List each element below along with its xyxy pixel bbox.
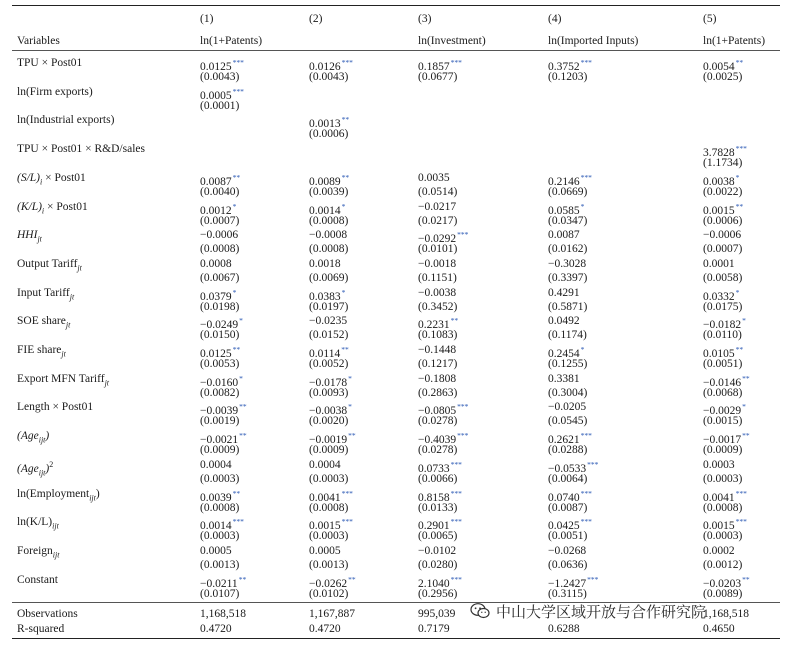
coef-value: −0.0160 (200, 376, 239, 389)
row-label: ln(Industrial exports) (17, 114, 115, 127)
col-num-2: (2) (309, 13, 323, 25)
significance-stars: ** (348, 574, 356, 584)
std-error: (0.0003) (200, 530, 240, 543)
std-error: (0.0133) (418, 501, 458, 514)
coef-value: 0.0740 (548, 491, 580, 504)
std-error: (0.0217) (418, 214, 458, 227)
coef-value: 0.0425 (548, 520, 580, 533)
coef-value: 0.0014 (309, 204, 341, 217)
row-label: $HHI_{jt}$ (17, 229, 42, 244)
row-label: SOE share$_{jt}$ (17, 315, 71, 330)
variables-header: Variables (17, 35, 60, 47)
std-error: (0.0347) (548, 214, 588, 227)
coef-value: 0.0087 (200, 175, 232, 188)
std-error: (0.1217) (418, 358, 458, 370)
coef-value: 0.0114 (309, 348, 341, 360)
significance-stars: *** (232, 58, 244, 67)
std-error: (0.3397) (548, 271, 588, 284)
std-error: (0.0278) (418, 415, 458, 428)
coef-value: −0.0039 (200, 405, 239, 418)
std-error: (0.0107) (200, 587, 240, 600)
coef-value: 0.2231 (418, 319, 450, 332)
significance-stars: * (735, 287, 740, 297)
coef-cell (418, 171, 450, 185)
std-error: (0.0001) (200, 99, 240, 112)
coef-value: 0.0039 (200, 491, 232, 504)
significance-stars: *** (587, 459, 599, 469)
coef-value: 0.0087 (548, 229, 580, 242)
coef-value: 0.0038 (703, 175, 735, 188)
significance-stars: * (742, 402, 746, 412)
coef-value: −0.0249 (200, 319, 239, 332)
std-error: (0.0198) (200, 300, 240, 313)
significance-stars: *** (457, 230, 469, 240)
coef-value: 0.0492 (548, 315, 580, 328)
coef-value: −0.0178 (309, 376, 348, 389)
coef-value: 0.0005 (200, 544, 232, 557)
std-error: (0.0013) (200, 558, 240, 571)
coef-value: 0.0125 (200, 348, 232, 360)
coef-value: 0.0379 (200, 290, 232, 303)
std-error: (0.0019) (200, 415, 240, 428)
significance-stars: ** (341, 345, 349, 354)
std-error: (0.0020) (309, 415, 349, 428)
std-error: (0.1151) (418, 271, 457, 284)
std-error: (0.0093) (309, 386, 349, 399)
std-error: (0.0043) (309, 71, 349, 83)
coef-cell (418, 544, 456, 558)
col-num-5: (5) (703, 13, 717, 25)
coef-cell (703, 544, 735, 558)
significance-stars: ** (341, 172, 350, 182)
coef-cell (548, 314, 580, 328)
coef-cell (418, 286, 456, 300)
std-error: (0.0040) (200, 185, 240, 198)
std-error: (0.0051) (703, 358, 743, 370)
coef-value: 0.0089 (309, 175, 341, 188)
significance-stars: * (348, 373, 352, 383)
significance-stars: ** (232, 345, 241, 354)
stat-value: 1,168,518 (200, 608, 246, 620)
std-error: (0.3452) (418, 300, 458, 313)
col-num-4: (4) (548, 13, 562, 25)
stat-value: 0.6288 (548, 623, 580, 635)
coef-value: −0.0235 (309, 315, 348, 328)
coef-value: −0.0008 (309, 229, 348, 242)
coef-value: −0.0006 (703, 229, 742, 242)
coef-value: 0.0004 (309, 458, 341, 471)
coef-value: −0.3028 (548, 257, 587, 270)
stat-value: 0.4650 (703, 623, 735, 635)
std-error: (0.0278) (418, 444, 458, 457)
coef-value: 0.1857 (418, 61, 450, 73)
coef-value: 0.0041 (309, 491, 341, 504)
coef-value: 0.0125 (200, 61, 232, 73)
row-label: ln(Employment$_{ijt}$) (17, 487, 100, 502)
std-error: (0.0015) (703, 415, 743, 428)
coef-value: 0.0018 (309, 257, 341, 270)
std-error: (0.0003) (703, 530, 743, 543)
std-error: (0.3004) (548, 386, 588, 399)
coef-value: −0.0019 (309, 434, 348, 447)
std-error: (0.0067) (200, 271, 240, 284)
coef-value: 0.0015 (309, 520, 341, 533)
std-error: (0.0039) (309, 185, 349, 198)
std-error: (0.0065) (418, 530, 458, 543)
coef-value: 0.0105 (703, 348, 735, 360)
significance-stars: *** (580, 431, 592, 441)
coef-value: 0.0005 (309, 544, 341, 557)
coef-cell (548, 544, 586, 558)
coef-value: −0.0102 (418, 544, 457, 557)
std-error: (0.0003) (200, 472, 240, 485)
table-bottom-rule (12, 638, 780, 639)
significance-stars: * (580, 345, 585, 354)
significance-stars: * (735, 172, 740, 182)
row-label: (Age$_{ijt}$) (17, 430, 50, 445)
significance-stars: * (742, 316, 746, 326)
significance-stars: ** (450, 316, 459, 326)
depvar-4: ln(Imported Inputs) (548, 35, 639, 47)
coef-value: −0.0805 (418, 405, 457, 418)
depvar-3: ln(Investment) (418, 35, 486, 47)
coef-cell (703, 458, 735, 472)
std-error: (0.0677) (418, 71, 458, 83)
stat-value: 1,167,887 (309, 608, 355, 620)
coef-value: 0.0003 (703, 458, 735, 471)
coef-cell (200, 544, 232, 558)
coef-value: 0.0126 (309, 61, 341, 73)
std-error: (0.0051) (548, 530, 588, 543)
std-error: (0.0003) (309, 472, 349, 485)
coef-cell (548, 372, 580, 386)
significance-stars: * (239, 373, 243, 383)
significance-stars: *** (450, 459, 462, 469)
significance-stars: *** (735, 517, 747, 527)
col-num-1: (1) (200, 13, 214, 25)
significance-stars: * (580, 201, 585, 211)
coef-value: −0.1808 (418, 372, 457, 385)
coef-value: 0.0733 (418, 462, 450, 475)
std-error: (0.0052) (309, 358, 349, 370)
coef-value: 3.7828 (703, 147, 735, 160)
row-label: Output Tariff$_{jt}$ (17, 257, 82, 273)
std-error: (0.0025) (703, 71, 743, 83)
significance-stars: ** (239, 431, 247, 441)
significance-stars: *** (457, 431, 469, 441)
std-error: (0.0006) (309, 128, 349, 141)
significance-stars: * (341, 287, 346, 297)
coef-value: −0.0146 (703, 376, 742, 389)
std-error: (0.0006) (703, 214, 743, 227)
std-error: (0.0152) (309, 329, 349, 342)
significance-stars: *** (580, 172, 592, 182)
coef-value: 0.0041 (703, 491, 735, 504)
significance-stars: ** (232, 172, 241, 182)
std-error: (0.0069) (309, 271, 349, 284)
row-label: FIE share$_{jt}$ (17, 344, 66, 359)
significance-stars: *** (735, 488, 747, 498)
significance-stars: ** (735, 345, 744, 354)
coef-value: −0.0262 (309, 577, 348, 590)
coef-value: −0.0211 (200, 577, 238, 590)
std-error: (0.0008) (703, 501, 743, 514)
row-label: Export MFN Tariff$_{jt}$ (17, 372, 110, 387)
row-label: $(Age_{ijt})^2$ (17, 459, 54, 477)
std-error: (0.0066) (418, 472, 458, 485)
row-label: Input Tariff$_{jt}$ (17, 286, 75, 301)
row-label: TPU × Post01 × R&D/sales (17, 143, 145, 156)
std-error: (0.0009) (200, 444, 240, 457)
std-error: (0.0545) (548, 415, 588, 428)
significance-stars: *** (450, 488, 462, 498)
coef-value: 0.2621 (548, 434, 580, 447)
coef-cell (200, 458, 232, 472)
coef-cell (418, 200, 456, 214)
significance-stars: ** (239, 402, 247, 412)
coef-value: 0.0004 (200, 458, 232, 471)
coef-value: 0.0001 (703, 257, 735, 270)
stat-value: 0.4720 (200, 623, 232, 635)
std-error: (0.0280) (418, 558, 458, 571)
coef-value: 0.0013 (309, 118, 341, 131)
std-error: (0.2956) (418, 587, 458, 600)
std-error: (0.0162) (548, 243, 588, 256)
std-error: (0.0669) (548, 185, 588, 198)
std-error: (0.0068) (703, 386, 743, 399)
coef-value: 0.0035 (418, 171, 450, 184)
significance-stars: *** (735, 144, 747, 154)
coef-value: 0.3752 (548, 61, 580, 73)
std-error: (0.0009) (703, 444, 743, 457)
std-error: (0.0636) (548, 558, 588, 571)
coef-value: 0.0002 (703, 544, 735, 557)
significance-stars: ** (742, 373, 750, 383)
coef-value: 0.0012 (200, 204, 232, 217)
std-error: (0.0175) (703, 300, 743, 313)
coef-value: 0.0585 (548, 204, 580, 217)
coef-value: −0.0029 (703, 405, 742, 418)
std-error: (0.1174) (548, 329, 587, 342)
std-error: (0.0082) (200, 386, 240, 399)
stat-label: Observations (17, 608, 78, 620)
coef-cell (309, 314, 347, 328)
std-error: (0.1083) (418, 329, 458, 342)
significance-stars: ** (341, 115, 350, 125)
row-label: $(K/L)_i$ × Post01 (17, 200, 88, 215)
std-error: (1.1734) (703, 157, 743, 170)
std-error: (0.0197) (309, 300, 349, 313)
row-label: TPU × Post01 (17, 57, 83, 69)
coef-value: 0.2454 (548, 348, 580, 360)
std-error: (0.1203) (548, 71, 588, 83)
coef-value: 0.0332 (703, 290, 735, 303)
coef-cell (703, 257, 735, 271)
std-error: (0.0053) (200, 358, 240, 370)
std-error: (0.0008) (200, 243, 240, 256)
coef-value: −0.0182 (703, 319, 742, 332)
coef-cell (309, 544, 341, 558)
depvar-5: ln(1+Patents) (703, 35, 766, 47)
coef-value: −0.0038 (309, 405, 348, 418)
stat-value: 0.7179 (418, 623, 450, 635)
coef-cell (309, 228, 347, 242)
coef-value: 0.0015 (703, 204, 735, 217)
significance-stars: *** (580, 517, 592, 527)
depvar-1: ln(1+Patents) (200, 35, 263, 47)
std-error: (0.0058) (703, 271, 743, 284)
coef-cell (418, 372, 456, 386)
std-error: (0.1255) (548, 358, 588, 370)
coef-cell (418, 257, 456, 271)
std-error: (0.0003) (703, 472, 743, 485)
coef-value: −0.0018 (418, 257, 457, 270)
coef-cell (200, 228, 238, 242)
significance-stars: *** (450, 58, 462, 67)
header-rule (12, 50, 780, 51)
row-label: $\ln(K/L)_{ijt}$ (17, 516, 59, 531)
significance-stars: *** (450, 517, 462, 527)
significance-stars: * (348, 402, 352, 412)
coef-cell (200, 257, 232, 271)
std-error: (0.0043) (200, 71, 240, 83)
std-error: (0.0087) (548, 501, 588, 514)
table-top-rule (12, 5, 780, 6)
coef-value: −0.0268 (548, 544, 587, 557)
std-error: (0.0013) (309, 558, 349, 571)
std-error: (0.0009) (309, 444, 349, 457)
significance-stars: *** (580, 58, 592, 67)
std-error: (0.0514) (418, 185, 458, 198)
std-error: (0.0288) (548, 444, 588, 457)
std-error: (0.0101) (418, 243, 458, 256)
std-error: (0.0064) (548, 472, 588, 485)
coef-value: −0.0203 (703, 577, 742, 590)
significance-stars: ** (742, 574, 750, 584)
significance-stars: ** (232, 488, 241, 498)
coef-value: −0.0006 (200, 229, 239, 242)
coef-value: 0.0014 (200, 520, 232, 533)
std-error: (0.0008) (309, 243, 349, 256)
significance-stars: *** (587, 574, 599, 584)
significance-stars: * (232, 287, 237, 297)
std-error: (0.0102) (309, 587, 349, 600)
coef-value: −0.0533 (548, 462, 587, 475)
significance-stars: ** (742, 431, 750, 441)
significance-stars: * (232, 201, 237, 211)
coef-value: 0.0054 (703, 61, 735, 73)
coef-value: 0.0015 (703, 520, 735, 533)
coef-value: −0.1448 (418, 344, 457, 356)
coef-value: −0.0292 (418, 233, 457, 246)
coef-cell (548, 400, 586, 414)
coef-value: −0.4039 (418, 434, 457, 447)
coef-value: 0.0383 (309, 290, 341, 303)
significance-stars: *** (341, 488, 353, 498)
coef-value: 2.1040 (418, 577, 450, 590)
coef-value: −0.0017 (703, 434, 742, 447)
watermark (470, 600, 706, 622)
std-error: (0.3115) (548, 587, 587, 600)
bottom-cut-text (12, 641, 772, 649)
row-label: Foreign$_{ijt}$ (17, 544, 60, 560)
coef-value: −0.0217 (418, 200, 457, 213)
significance-stars: ** (735, 58, 744, 67)
stat-value: 0.4720 (309, 623, 341, 635)
coef-value: 0.0008 (200, 257, 232, 270)
std-error: (0.0089) (703, 587, 743, 600)
significance-stars: ** (735, 201, 744, 211)
significance-stars: *** (341, 58, 353, 67)
coef-value: −0.0038 (418, 286, 457, 299)
std-error: (0.2863) (418, 386, 458, 399)
stat-label: R-squared (17, 623, 65, 635)
row-label: $(S/L)_i$ × Post01 (17, 171, 86, 187)
col-num-3: (3) (418, 13, 432, 25)
coef-value: 0.2901 (418, 520, 450, 533)
coef-cell (418, 343, 456, 357)
significance-stars: *** (580, 488, 592, 498)
wechat-icon (470, 602, 490, 620)
coef-cell (309, 458, 341, 472)
coef-value: −1.2427 (548, 577, 587, 590)
stat-value: 1,168,518 (703, 608, 749, 620)
row-label: Constant (17, 573, 58, 586)
significance-stars: *** (457, 402, 469, 412)
significance-stars: *** (232, 517, 244, 527)
significance-stars: *** (232, 86, 244, 96)
std-error: (0.0008) (309, 214, 349, 227)
significance-stars: * (239, 316, 243, 326)
std-error: (0.0022) (703, 185, 743, 198)
coef-cell (309, 257, 341, 271)
watermark-text: 中山大学区域开放与合作研究院 (496, 602, 707, 621)
stat-value: 995,039 (418, 608, 456, 620)
std-error: (0.0150) (200, 329, 240, 342)
coef-value: −0.0205 (548, 401, 587, 414)
coef-cell (548, 228, 580, 242)
std-error: (0.0110) (703, 329, 742, 342)
coef-cell (548, 286, 580, 300)
significance-stars: *** (341, 517, 353, 527)
std-error: (0.5871) (548, 300, 588, 313)
std-error: (0.0003) (309, 530, 349, 543)
coef-value: 0.4291 (548, 286, 580, 299)
coef-value: 0.8158 (418, 491, 450, 504)
coef-value: 0.2146 (548, 175, 580, 188)
std-error: (0.0008) (200, 501, 240, 514)
coef-value: −0.0021 (200, 434, 239, 447)
coef-value: 0.3381 (548, 372, 580, 385)
std-error: (0.0008) (309, 501, 349, 514)
significance-stars: ** (348, 431, 356, 441)
row-label: ln(Firm exports) (17, 85, 93, 98)
coef-cell (548, 257, 586, 271)
significance-stars: *** (450, 574, 462, 584)
significance-stars: ** (238, 574, 247, 584)
std-error: (0.0007) (200, 214, 240, 227)
significance-stars: * (341, 201, 346, 211)
coef-value: 0.0005 (200, 89, 232, 102)
coef-cell (703, 228, 741, 242)
std-error: (0.0007) (703, 243, 743, 256)
row-label: Length × Post01 (17, 401, 94, 414)
std-error: (0.0012) (703, 558, 743, 571)
